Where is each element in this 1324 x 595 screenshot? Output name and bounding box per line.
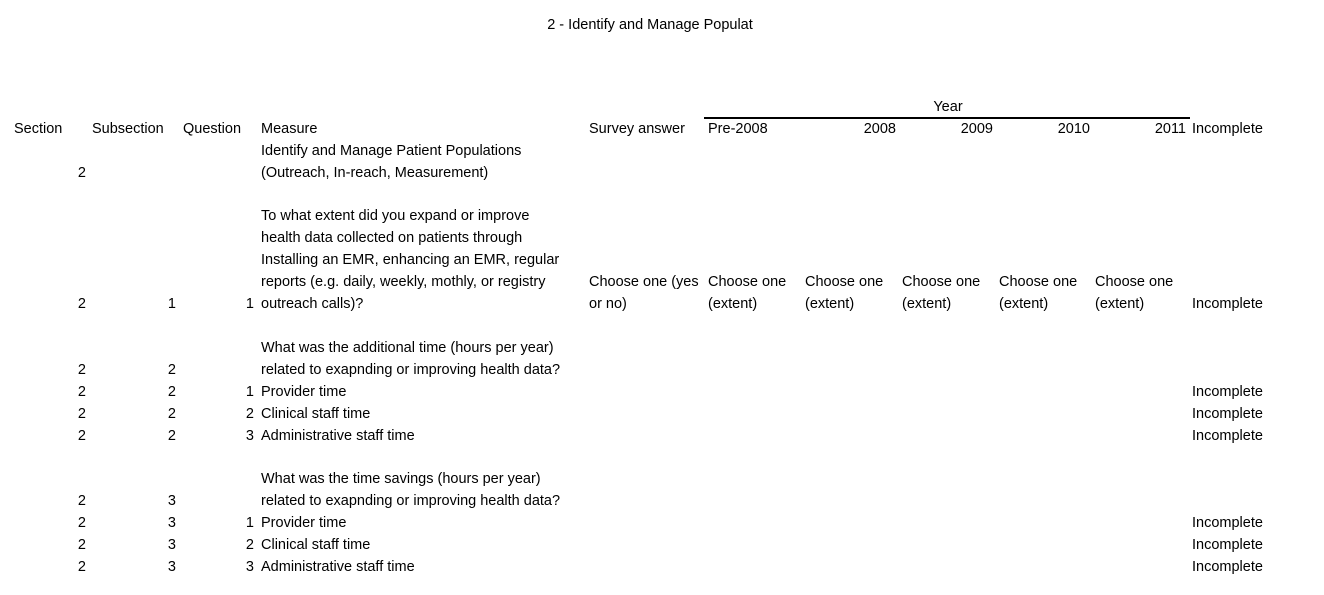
page-title: 2 - Identify and Manage Populat <box>547 17 753 33</box>
header-incomplete: Incomplete <box>1192 121 1263 137</box>
row-9-section: 2 <box>77 559 86 575</box>
row-8-measure: Clinical staff time <box>261 537 371 553</box>
row-5-subsection: 2 <box>167 428 176 444</box>
row-0-measure-line-1: (Outreach, In-reach, Measurement) <box>261 165 489 181</box>
row-1-subsection: 1 <box>167 296 176 312</box>
row-8-subsection: 3 <box>167 537 176 553</box>
row-1-pre2008-line-0[interactable]: Choose one <box>708 274 787 290</box>
row-9-measure: Administrative staff time <box>261 559 415 575</box>
row-1-2009-line-0[interactable]: Choose one <box>902 274 981 290</box>
row-3-section: 2 <box>77 384 86 400</box>
header-subsection: Subsection <box>92 121 164 137</box>
header-survey-answer: Survey answer <box>589 121 685 137</box>
row-1-2010-line-0[interactable]: Choose one <box>999 274 1078 290</box>
header-2011: 2011 <box>1154 121 1186 137</box>
row-6-measure-line-0: What was the time savings (hours per year) <box>261 471 541 487</box>
row-2-measure-line-1: related to exapnding or improving health data? <box>261 362 561 378</box>
row-1-measure-line-4: outreach calls)? <box>261 296 364 312</box>
row-0-measure-line-0: Identify and Manage Patient Populations <box>261 143 522 159</box>
row-4-subsection: 2 <box>167 406 176 422</box>
row-1-status: Incomplete <box>1192 296 1263 312</box>
row-4-status: Incomplete <box>1192 406 1263 422</box>
header-question: Question <box>183 121 242 137</box>
row-1-measure-line-3: reports (e.g. daily, weekly, mothly, or registry <box>261 274 546 290</box>
row-8-question: 2 <box>245 537 254 553</box>
row-2-measure-line-0: What was the additional time (hours per year) <box>261 340 554 356</box>
row-9-question: 3 <box>245 559 254 575</box>
row-7-question: 1 <box>245 515 254 531</box>
row-0-section: 2 <box>77 165 86 181</box>
row-4-question: 2 <box>245 406 254 422</box>
row-3-subsection: 2 <box>167 384 176 400</box>
row-1-question: 1 <box>245 296 254 312</box>
row-1-measure-line-2: Installing an EMR, enhancing an EMR, regular <box>261 252 560 268</box>
row-2-subsection: 2 <box>167 362 176 378</box>
row-5-question: 3 <box>245 428 254 444</box>
year-group-label: Year <box>933 99 963 115</box>
row-1-2008-line-0[interactable]: Choose one <box>805 274 884 290</box>
row-3-question: 1 <box>245 384 254 400</box>
row-1-2011-line-1[interactable]: (extent) <box>1095 296 1145 312</box>
row-9-status: Incomplete <box>1192 559 1263 575</box>
header-2010: 2010 <box>1057 121 1090 137</box>
row-1-section: 2 <box>77 296 86 312</box>
row-7-status: Incomplete <box>1192 515 1263 531</box>
row-5-section: 2 <box>77 428 86 444</box>
row-7-measure: Provider time <box>261 515 347 531</box>
row-6-subsection: 3 <box>167 493 176 509</box>
row-1-survey-answer-line-0[interactable]: Choose one (yes <box>589 274 699 290</box>
header-measure: Measure <box>261 121 318 137</box>
row-9-subsection: 3 <box>167 559 176 575</box>
row-1-2010-line-1[interactable]: (extent) <box>999 296 1049 312</box>
row-7-subsection: 3 <box>167 515 176 531</box>
row-2-section: 2 <box>77 362 86 378</box>
row-6-measure-line-1: related to exapnding or improving health data? <box>261 493 561 509</box>
row-1-survey-answer-line-1[interactable]: or no) <box>589 296 627 312</box>
header-pre-2008: Pre-2008 <box>708 121 768 137</box>
row-3-status: Incomplete <box>1192 384 1263 400</box>
row-5-measure: Administrative staff time <box>261 428 415 444</box>
row-1-pre2008-line-1[interactable]: (extent) <box>708 296 758 312</box>
row-4-section: 2 <box>77 406 86 422</box>
row-4-measure: Clinical staff time <box>261 406 371 422</box>
header-2009: 2009 <box>960 121 993 137</box>
header-2008: 2008 <box>863 121 896 137</box>
row-8-status: Incomplete <box>1192 537 1263 553</box>
row-6-section: 2 <box>77 493 86 509</box>
row-1-measure-line-0: To what extent did you expand or improve <box>261 208 530 224</box>
row-1-measure-line-1: health data collected on patients through <box>261 230 523 246</box>
row-1-2008-line-1[interactable]: (extent) <box>805 296 855 312</box>
row-1-2009-line-1[interactable]: (extent) <box>902 296 952 312</box>
row-3-measure: Provider time <box>261 384 347 400</box>
row-8-section: 2 <box>77 537 86 553</box>
row-5-status: Incomplete <box>1192 428 1263 444</box>
row-7-section: 2 <box>77 515 86 531</box>
row-1-2011-line-0[interactable]: Choose one <box>1095 274 1174 290</box>
header-section: Section <box>14 121 63 137</box>
